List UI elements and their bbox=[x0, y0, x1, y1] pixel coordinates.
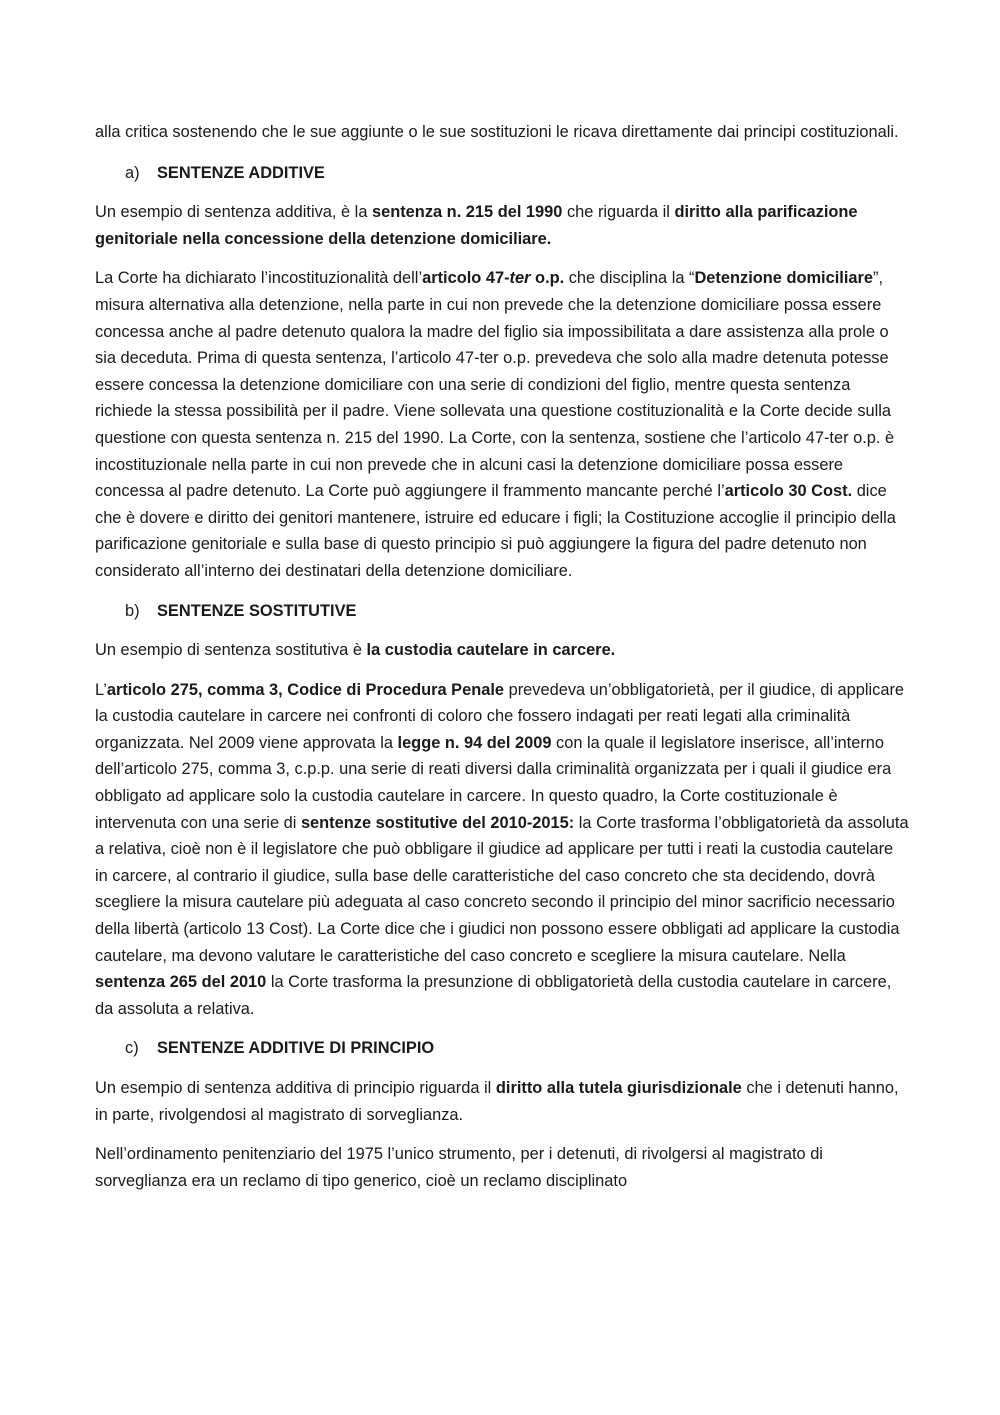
bold-text: diritto alla tutela giurisdizionale bbox=[495, 1079, 742, 1097]
section-c-paragraph-2 bbox=[95, 1141, 910, 1194]
text-run: Un esempio di sentenza additiva, è la bbox=[95, 203, 372, 222]
text-run: la Corte trasforma la presunzione di obbligatorietà della custodia cautelare in carcere, da assoluta a relativa. bbox=[95, 973, 892, 1018]
bold-text: Detenzione domiciliare bbox=[694, 269, 873, 288]
section-c-title: SENTENZE ADDITIVE DI PRINCIPIO bbox=[157, 1039, 435, 1058]
text-run: con la quale il legislatore inserisce, all’interno dell’articolo 275, comma 3, c.p.p. una serie di reati diversi dalla criminalità organizzata per i quali il giudice era obbligato ad applicare solo la custodia cautelare in carcere. In questo quadro, la Corte costituzionale è intervenuta con una serie di bbox=[95, 733, 892, 832]
section-b-paragraph-2 bbox=[95, 677, 910, 1023]
section-a-heading bbox=[95, 160, 910, 187]
text-run: prevedeva un’obbligatorietà, per il giudice, di applicare la custodia cautelare in carcere nei confronti di coloro che fossero indagati per reati legati alla criminalità organizzata. Nel 2009 viene approvata la bbox=[95, 680, 905, 752]
bold-text: o.p. bbox=[530, 269, 565, 288]
section-c-letter: c) bbox=[125, 1039, 139, 1058]
bold-text: articolo 275, comma 3, Codice di Procedura Penale bbox=[106, 680, 505, 699]
text-run: Un esempio di sentenza additiva di principio riguarda il bbox=[95, 1079, 496, 1097]
text-run: L’ bbox=[95, 680, 107, 699]
bold-text: articolo 30 Cost. bbox=[724, 482, 853, 501]
document-page bbox=[95, 119, 910, 1207]
section-b-title: SENTENZE SOSTITUTIVE bbox=[157, 601, 357, 620]
bold-text: sentenza n. 215 del 1990 bbox=[371, 203, 563, 222]
section-a-letter: a) bbox=[125, 163, 140, 182]
bold-text: diritto alla parificazione genitoriale nella concessione della detenzione domiciliare. bbox=[95, 203, 858, 248]
section-b-letter: b) bbox=[125, 601, 140, 620]
bold-text: sentenza 265 del 2010 bbox=[95, 973, 267, 992]
bold-text: sentenze sostitutive del 2010-2015: bbox=[300, 813, 575, 832]
section-a-paragraph-2 bbox=[95, 265, 910, 584]
intro-paragraph: alla critica sostenendo che le sue aggiunte o le sue sostituzioni le ricava direttamente dai principi costituzionali. bbox=[95, 123, 899, 141]
text-run: che disciplina la “ bbox=[564, 269, 695, 288]
section-c-heading bbox=[95, 1035, 910, 1062]
bold-text: ter bbox=[509, 269, 531, 288]
text-run: Un esempio di sentenza sostitutiva è bbox=[95, 641, 367, 660]
section-b-heading bbox=[95, 598, 910, 625]
text-run: ”, misura alternativa alla detenzione, nella parte in cui non prevede che la detenzione domiciliare possa essere concessa anche al padre detenuto qualora la madre del figlio sia impossibilitata a dare assistenza alla prole o sia deceduta. Prima di questa sentenza, l’articolo 47-ter o.p. prevedeva che solo alla madre detenuta potesse essere concessa la detenzione domiciliare con una serie di condizioni del figlio, mentre questa sentenza richiede la stessa possibilità per il padre. Viene sollevata una questione costituzionalità e la Corte decide sulla questione con questa sentenza n. 215 del 1990. La Corte, con la sentenza, sostiene che l’articolo 47-ter o.p. è incostituzionale nella parte in cui non prevede che in alcuni casi la detenzione domiciliare possa essere concessa al padre detenuto. La Corte può aggiungere il frammento mancante perché l’ bbox=[95, 269, 895, 501]
section-a-paragraph-1 bbox=[95, 199, 910, 252]
bold-text: la custodia cautelare in carcere. bbox=[366, 641, 616, 660]
bold-text: legge n. 94 del 2009 bbox=[397, 733, 552, 752]
text-run: dice che è dovere e diritto dei genitori mantenere, istruire ed educare i figli; la Costituzione accoglie il principio della parificazione genitoriale e sulla base di questo principio si può aggiungere la figura del padre detenuto non considerato all’interno dei destinatari della detenzione domiciliare. bbox=[95, 482, 896, 580]
section-a-title: SENTENZE ADDITIVE bbox=[157, 163, 325, 182]
text-run: la Corte trasforma l’obbligatorietà da assoluta a relativa, cioè non è il legislatore che può obbligare il giudice ad applicare per tutti i reati la custodia cautelare in carcere, al contrario il giudice, sulla base delle caratteristiche del caso concreto che sta decidendo, dovrà scegliere la misura cautelare più adeguata al caso concreto secondo il principio del minor sacrificio necessario della libertà (articolo 13 Cost). La Corte dice che i giudici non possono essere obbligati ad applicare la custodia cautelare, ma devono valutare le caratteristiche del caso concreto e scegliere la misura cautelare. Nella bbox=[95, 813, 909, 965]
bold-text: articolo 47- bbox=[422, 269, 510, 288]
section-b-paragraph-1 bbox=[95, 637, 910, 664]
text-run: La Corte ha dichiarato l’incostituzionalità dell’ bbox=[95, 269, 423, 288]
text-run: Nell’ordinamento penitenziario del 1975 l’unico strumento, per i detenuti, di rivolgersi al magistrato di sorveglianza era un reclamo di tipo generico, cioè un reclamo disciplinato bbox=[95, 1145, 823, 1190]
text-run: che i detenuti hanno, in parte, rivolgendosi al magistrato di sorveglianza. bbox=[95, 1079, 899, 1124]
text-run: che riguarda il bbox=[562, 203, 675, 222]
section-c-paragraph-1 bbox=[95, 1075, 910, 1128]
